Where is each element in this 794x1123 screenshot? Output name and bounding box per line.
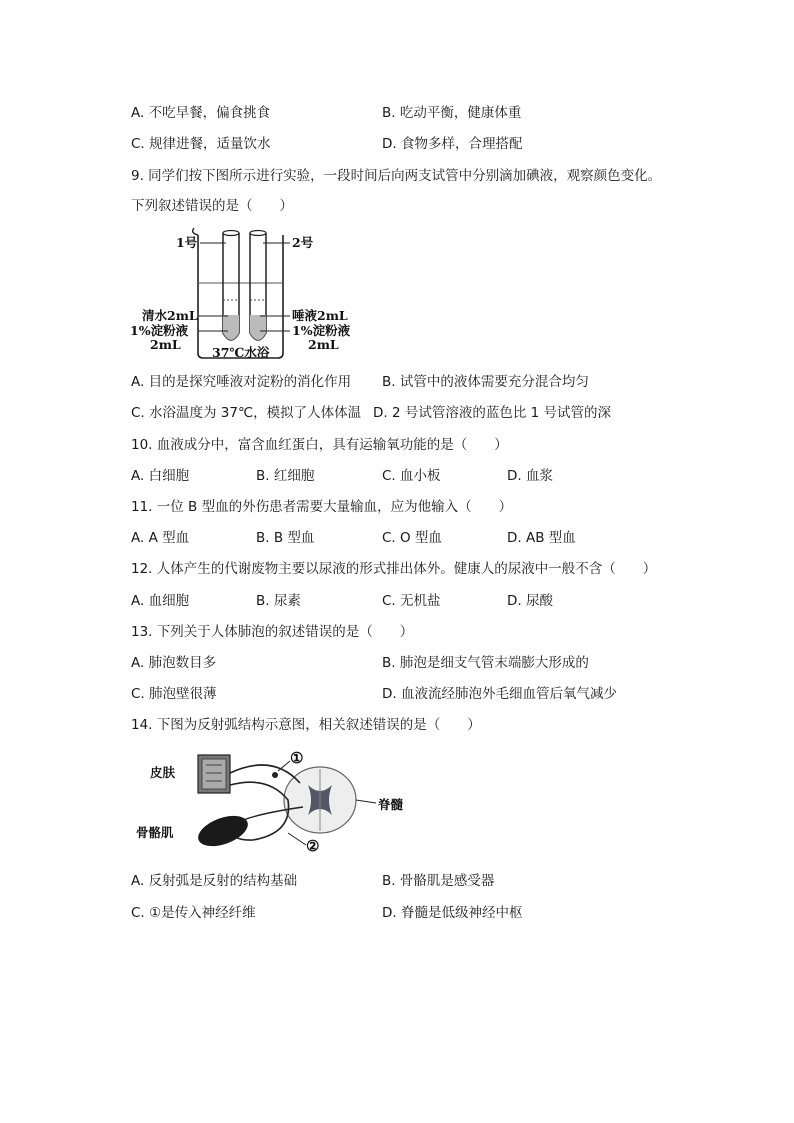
- q13-option-b: B. 肺泡是细支气管末端膨大形成的: [382, 655, 589, 671]
- q10-option-c: C. 血小板: [382, 468, 441, 484]
- q13-option-d: D. 血液流经肺泡外毛细血管后氧气减少: [382, 686, 617, 702]
- q10-option-b: B. 红细胞: [256, 468, 315, 484]
- q13-stem: 13. 下列关于人体肺泡的叙述错误的是（ ）: [131, 624, 414, 640]
- skeletal-muscle: [194, 810, 252, 852]
- q9-option-d: D. 2 号试管溶液的蓝色比 1 号试管的深: [373, 405, 612, 421]
- label-marker-1: ①: [290, 749, 304, 767]
- beaker-spout: [193, 228, 198, 235]
- q11-option-a: A. A 型血: [131, 530, 190, 546]
- q8-option-c: C. 规律进餐，适量饮水: [131, 136, 271, 152]
- label-starch-left: 1%淀粉液: [130, 323, 189, 338]
- q14-reflex-arc-figure: [128, 745, 428, 860]
- q11-option-c: C. O 型血: [382, 530, 442, 546]
- q8-option-b: B. 吃动平衡，健康体重: [382, 105, 522, 121]
- tube-1-liquid: [223, 315, 239, 340]
- q13-option-c: C. 肺泡壁很薄: [131, 686, 217, 702]
- q11-option-d: D. AB 型血: [507, 530, 576, 546]
- ganglion-dot: [272, 772, 278, 778]
- label-ml-right: 2mL: [308, 337, 339, 352]
- q9-stem-line1: 9. 同学们按下图所示进行实验，一段时间后向两支试管中分别滴加碘液，观察颜色变化。: [131, 168, 662, 184]
- q12-option-b: B. 尿素: [256, 593, 301, 609]
- label-water-bath: 37℃水浴: [212, 345, 270, 360]
- label-ml-left: 2mL: [150, 337, 181, 352]
- q9-stem-line2: 下列叙述错误的是（ ）: [131, 198, 293, 214]
- q11-stem: 11. 一位 B 型血的外伤患者需要大量输血，应为他输入（ ）: [131, 499, 513, 515]
- q10-stem: 10. 血液成分中，富含血红蛋白，具有运输氧功能的是（ ）: [131, 437, 508, 453]
- q9-test-tube-figure: [128, 225, 368, 365]
- label-muscle: 骨骼肌: [136, 825, 174, 840]
- label-skin: 皮肤: [150, 765, 176, 780]
- q14-option-c: C. ①是传入神经纤维: [131, 905, 256, 921]
- label-starch-right: 1%淀粉液: [292, 323, 351, 338]
- label-tube-1: 1号: [176, 235, 198, 250]
- q9-option-a: A. 目的是探究唾液对淀粉的消化作用: [131, 374, 352, 390]
- afferent-fiber: [230, 765, 300, 783]
- q12-stem: 12. 人体产生的代谢废物主要以尿液的形式排出体外。健康人的尿液中一般不含（ ）: [131, 561, 657, 577]
- beaker-outline: [198, 235, 283, 358]
- q14-option-d: D. 脊髓是低级神经中枢: [382, 905, 523, 921]
- q14-option-b: B. 骨骼肌是感受器: [382, 873, 495, 889]
- q10-option-d: D. 血浆: [507, 468, 553, 484]
- label-marker-2: ②: [306, 837, 320, 855]
- label-saliva: 唾液2mL: [292, 308, 348, 323]
- label-water: 清水2mL: [142, 308, 198, 323]
- q8-option-d: D. 食物多样，合理搭配: [382, 136, 523, 152]
- q12-option-a: A. 血细胞: [131, 593, 190, 609]
- q8-option-a: A. 不吃早餐，偏食挑食: [131, 105, 271, 121]
- q14-option-a: A. 反射弧是反射的结构基础: [131, 873, 298, 889]
- q14-stem: 14. 下图为反射弧结构示意图，相关叙述错误的是（ ）: [131, 717, 481, 733]
- q10-option-a: A. 白细胞: [131, 468, 190, 484]
- q9-option-c: C. 水浴温度为 37℃，模拟了人体体温: [131, 405, 362, 421]
- q12-option-d: D. 尿酸: [507, 593, 553, 609]
- q13-option-a: A. 肺泡数目多: [131, 655, 217, 671]
- tube-2-liquid: [250, 315, 266, 340]
- label-spinal-cord: 脊髓: [378, 797, 404, 812]
- q11-option-b: B. B 型血: [256, 530, 315, 546]
- q12-option-c: C. 无机盐: [382, 593, 441, 609]
- label-tube-2: 2号: [292, 235, 314, 250]
- q9-option-b: B. 试管中的液体需要充分混合均匀: [382, 374, 589, 390]
